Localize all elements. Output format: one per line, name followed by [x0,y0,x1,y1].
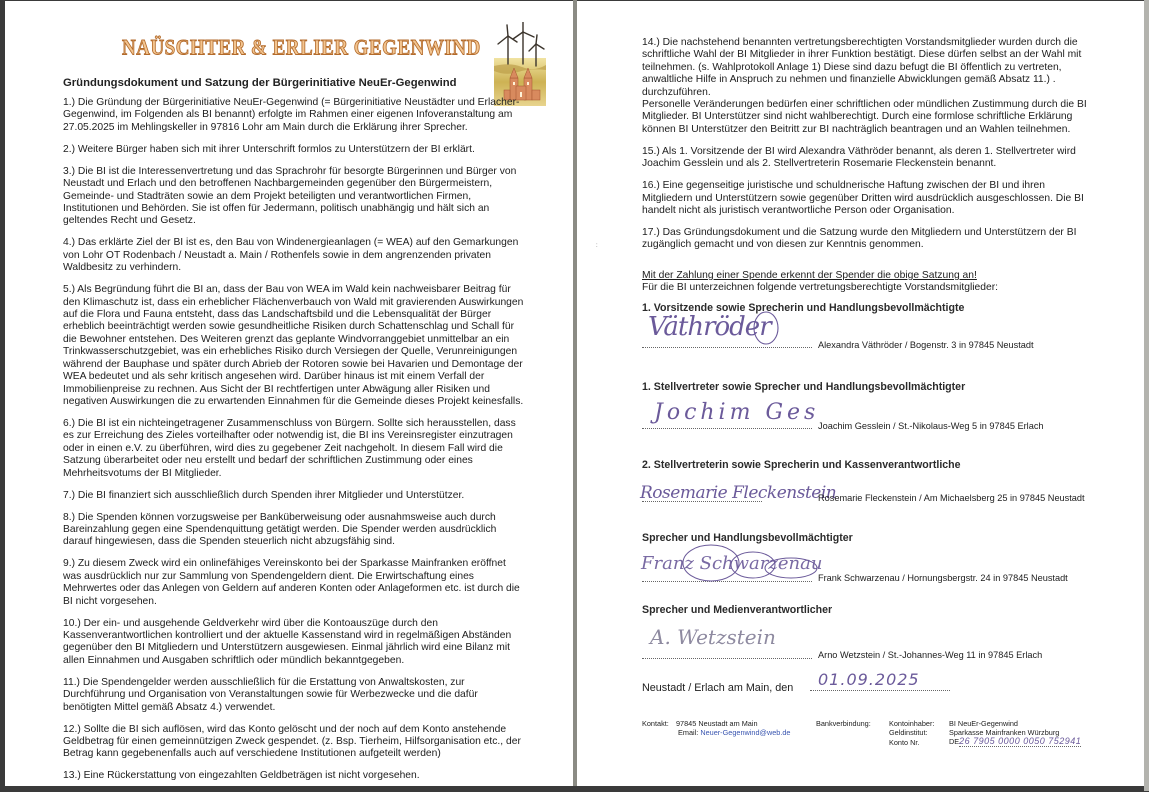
holder-value: BI NeuEr-Gegenwind [949,719,1018,728]
paragraph-line: geltendes Recht und Gesetz. [63,215,196,227]
holder-label: Kontoinhaber: [889,719,935,728]
paragraph-line: Mehrheitsvotums der BI Mitglieder. [63,467,222,479]
paragraph-line: 16.) Eine gegenseitige juristische und schuldnerische Haftung zwischen der BI und ihren [642,180,1045,192]
signer-name: Arno Wetzstein / St.-Johannes-Weg 11 in 97845 Erlach [818,650,1043,660]
email-label: Email: [678,728,699,737]
paragraph-line: Durchführung und Organisation von Veranstaltungen sowie für Werbezwecke und die dafür [63,689,478,701]
paragraph-line: 1.) Die Gründung der Bürgerinitiative NeuEr-Gegenwind (= Bürgerinitiative Neustädter und Erlacher- [63,97,520,108]
paragraph [63,724,558,761]
signature-line [642,427,812,429]
paragraph [642,146,1102,171]
paragraph-line: oder in einen e.V. zu überführen, wird dies zu gegebener Zeit nachgeholt. In diesem Fall wird die [63,442,503,454]
page-edge [1144,0,1149,791]
paragraph-line: 13.) Eine Rückerstattung von eingezahlten Geldbeträgen ist nicht vorgesehen. [63,770,420,782]
paragraph [63,677,558,714]
date-value: 01.09.2025 [818,670,920,689]
account-row [949,737,1081,746]
institute-value: Sparkasse Mainfranken Würzburg [949,728,1060,737]
paragraph-line: erheblich beeinträchtigt werden sowie gesundheitliche Risiken durch Schattenschlag und Schall für [63,321,515,333]
paragraph-line: 6.) Die BI ist ein nichteingetragener Zusammenschluss von Bürgern. Sollte sich herausstellen, dass [63,417,516,429]
institute-label: Geldinstitut: [889,728,928,737]
right-paragraphs [642,37,1102,261]
paragraph-line: schriftliche Wahl der BI Mitglieder in ihrer Funktion bestätigt. Diese dürfen selbst an der Wahl mit [642,49,1082,61]
paragraph-line: Gegenwind, im Folgenden als BI benannt) erfolgte im Rahmen einer eigenen Infoveranstaltung am [63,109,513,121]
signature-line [642,346,812,348]
paragraph-line: 17.) Das Gründungsdokument und die Satzung wurde den Mitgliedern und Unterstützern der BI [642,227,1077,239]
signature-text: Franz Schwarzenau [641,553,823,574]
paragraph-line: die Bewohner entstehen. Des Weiteren grenzt das geplante Windvorranggebiet unmittelbar an ein [63,333,510,345]
signatures-intro: Für die BI unterzeichnen folgende vertretungsberechtigte Vorstandsmitglieder: [642,282,999,293]
paragraph [63,618,558,668]
paragraph-line: Joachim Gesslein und als 2. Stellvertreterin Rosemarie Fleckenstein benannt. [642,158,997,170]
paragraph-line: durchzuführen. [642,86,711,98]
paragraph-line: Mitgliedern und Unterstützern sowie gegenüber Dritten wird ausdrücklich ausgeschlossen. Die BI [642,192,1084,204]
paragraph-line: teilnehmen. (s. Wahlprotokoll Anlage 1) Diese sind dazu befugt die BI öffentlich zu vertreten, [642,61,1062,73]
signer-name: Joachim Gesslein / St.-Nikolaus-Weg 5 in 97845 Erlach [818,421,1044,431]
paragraph [63,97,558,134]
paragraph-line: Immobilienpreise zu rechnen. Aus Sicht der BI rechtfertigen unter Abwägung aller Risiken und [63,383,490,395]
paragraph-line: von Lohr OT Rodenbach / Neustadt a. Main / Rothenfels sowie in dem angrenzenden privaten [63,249,491,261]
paragraph-line: was ausdrücklich nur zur Sammlung von Spendengeldern dient. Die Erwirtschaftung eines [63,570,474,582]
signature-line [642,657,812,659]
paragraph-line: gegenüber den BI Mitgliedern und Unterstützern ausgewiesen. Einmal jährlich wird eine Bilanz mit [63,642,511,654]
paragraph-line: Gemeinde- und Stadträten sowie an dem Projekt beteiligten und verantwortlichen Firmen, [63,190,472,202]
paragraph-line: 14.) Die nachstehend benannten vertretungsberechtigten Vorstandsmitglieder wurden durch die [642,37,1078,48]
notice-text: Mit der Zahlung einer Spende erkennt der Spender die obige Satzung an! [642,270,977,281]
paragraph-line: können BI Unterstützer den Beitritt zur BI nachträglich beantragen und an Wahlen teilnehmen. [642,123,1071,135]
paragraph-line: benötigten Mittel gemäß Absatz 4.) verwendet. [63,701,276,713]
role-heading: 1. Vorsitzende sowie Sprecherin und Handlungsbevollmächtigte [642,302,965,314]
paragraph-line: Personelle Veränderungen bedürfen einer schriftlichen oder mündlichen Zustimmung durch die BI [642,99,1087,111]
paragraph-line: darauf hingewiesen, dass die Spenden steuerlich nicht abzugsfähig sind. [63,536,396,548]
paragraph [63,418,558,480]
paragraph-line: 10.) Der ein- und ausgehende Geldverkehr wird über die Kontoauszüge durch den [63,617,438,629]
paragraph [642,227,1102,252]
account-prefix: DE [949,737,960,746]
paragraph-line: 7.) Die BI finanziert sich ausschließlich durch Spenden ihrer Mitglieder und Unterstützer. [63,489,465,501]
signer-name: Alexandra Väthröder / Bogenstr. 3 in 97845 Neustadt [818,340,1034,350]
role-heading: Sprecher und Handlungsbevollmächtigter [642,532,853,544]
paragraph-line: 9.) Zu diesem Zweck wird ein onlinefähiges Vereinskonto bei der Sparkasse Mainfranken eröffnet [63,558,506,570]
paragraph-line: 2.) Weitere Bürger haben sich mit ihrer Unterschrift formlos zu Unterstützern der BI erklärt. [63,143,475,155]
paragraph-line: Geldbetrag für einen gemeinnützigen Zweck gespendet. (z. Bsp. Tierheim, Hilfsorganisation etc., der [63,736,521,747]
paragraph-line: Institutionen und Behörden. Sie ist offen für Jedermann, politisch unabhängig und hält sich an [63,203,490,215]
signer-name: Rosemarie Fleckenstein / Am Michaelsberg 25 in 97845 Neustadt [818,493,1085,503]
paragraph-line: Bareinzahlung gegen eine Spendenquittung getätigt werden. Die Spender werden ausdrücklich [63,523,497,535]
paragraph-line: handelt nicht als juristisch verantwortliche Person oder Organisation. [642,205,955,217]
footer-bank-label: Bankverbindung: [816,719,871,728]
underlined-notice [642,270,977,282]
footer-contact-label: Kontakt: [642,719,669,728]
signature-image [648,312,771,342]
signature-text: Jochim Ges [654,400,820,425]
paragraph [63,237,558,274]
left-paragraphs [63,97,558,792]
account-number: 26 7905 0000 0050 752941 [959,736,1082,746]
paragraph [63,490,558,502]
paragraph [642,180,1102,217]
document-title: Gründungsdokument und Satzung der Bürgerinitiative NeuEr-Gegenwind [63,77,457,89]
signature-image [641,553,822,574]
signature-image [650,625,776,649]
paragraph [63,558,558,608]
paragraph-line: auf die Flora und Fauna entsteht, dass das Landschaftsbild und die Lebensqualität der Bürger [63,309,492,321]
paragraph-line: Betrag kann gegebenenfalls auch auf verschiedene Institutionen aufgeteilt werden) [63,748,441,760]
paragraph [63,144,558,156]
paragraph-line: BI nicht vorgesehen. [63,595,157,607]
windmill-church-logo-icon [490,22,550,108]
signature-text: A. Wetzstein [650,625,776,649]
paragraph [642,37,1102,136]
paragraph-line: es zur Erreichung des Zieles vorteilhafter oder notwendig ist, die BI ins Vereinsregister einzutragen [63,430,513,442]
paragraph-line: 15.) Als 1. Vorsitzende der BI wird Alexandra Väthröder benannt, als deren 1. Stellvertreter wird [642,145,1076,157]
paragraph [63,770,558,782]
paragraph-line: Mitglieder. BI Unterstützer sind nicht wahlberechtigt. Durch eine formlose schriftliche Erklärung [642,111,1073,123]
paragraph-line: 11.) Die Spendengelder werden ausschließlich für die Erstattung von Anwaltskosten, zur [63,676,465,688]
paragraph-line: 3.) Die BI ist die Interessenvertretung und das Sprachrohr für besorgte Bürgerinnen und Bürger von [63,165,517,177]
role-heading: Sprecher und Medienverantwortlicher [642,604,833,616]
date-field [810,672,950,691]
contact-email-row [676,728,790,737]
paragraph-line: 8.) Die Spenden können vorzugsweise per Banküberweisung oder ausnahmsweise auch durch [63,511,496,523]
paragraph-line: Waldbesitz zu verhindern. [63,262,182,274]
paragraph-line: 4.) Das erklärte Ziel der BI ist es, den Bau von Windenergieanlagen (= WEA) auf den Gemarkungen [63,237,519,249]
footer-bank-labels [889,719,934,747]
signature-image [654,400,819,425]
role-heading: 1. Stellvertreter sowie Sprecher und Handlungsbevollmächtigter [642,381,966,393]
paragraph-line: zugänglich gemacht und von diesen zur Kenntnis genommen. [642,239,924,251]
paragraph-line: Neustadt und Erlach und den betroffenen Nachbargemeinden gegenüber den Bürgermeistern, [63,178,493,190]
paragraph [63,284,558,408]
paragraph-line: anwaltliche Hilfe in Anspruch zu nehmen und finanzielle Abwicklungen gemäß Absatz 11.) . [642,74,1056,86]
place-date-label: Neustadt / Erlach am Main, den [642,682,794,694]
scan-mark: : [596,243,598,249]
brand-heading: NAÜSCHTER & ERLIER GEGENWIND [122,36,481,61]
account-label: Konto Nr. [889,738,920,747]
paragraph [63,166,558,228]
paragraph-line: allen Einnahmen und Ausgaben schriftlich oder mündlich bekanntgegeben. [63,654,405,666]
signature-text: Väthröder [648,312,771,342]
paragraph-line: Trinkwasserschutzgebiet, was ein erhebliches Risiko durch Versiegen der Quelle, Verunreinigungen [63,346,518,358]
role-heading: 2. Stellvertreterin sowie Sprecherin und Kassenverantwortliche [642,459,961,471]
footer-contact [676,719,790,737]
signature-image [640,483,836,503]
paragraph-line: 27.05.2025 im Mehlingskeller in 97816 Lohr am Main durch die Erklärung ihrer Sprecher. [63,121,468,133]
paragraph-line: den Klimaschutz ist, dass ein erheblicher Flächenverbauch von Wald mit gravierenden Auswirkungen [63,296,524,308]
footer-bank-values [949,719,1081,746]
paragraph-line: 12.) Sollte die BI sich auflösen, wird das Konto gelöscht und der noch auf dem Konto anstehende [63,723,507,735]
contact-address: 97845 Neustadt am Main [676,719,758,728]
paragraph-line: WEA bedeutet und als sehr kritisch angesehen wird. Darüber hinaus ist mit einem Verfall der [63,371,485,383]
paragraph-line: 5.) Als Begründung führt die BI an, dass der Bau von WEA im Wald kein nachweisbarer Beitrag für [63,284,511,296]
paragraph-line: negativen Auswirkungen die zu erwartenden Einnahmen für die Gemeinde dieses Projekt keinesfalls. [63,395,524,407]
paragraph [63,512,558,549]
signature-text: Rosemarie Fleckenstein [640,483,837,503]
signer-name: Frank Schwarzenau / Hornungsbergstr. 24 in 97845 Neustadt [818,573,1068,583]
paragraph-line: Kassenverantwortlichen kontrolliert und der aktuelle Kassenstand wird in regelmäßigen Abständen [63,629,512,641]
paragraph-line: während der Bauphase und später durch Abrieb der Rotoren sowie bei Havarien und Demontage der [63,358,523,370]
email-link[interactable]: Neuer-Gegenwind@web.de [700,728,791,737]
paragraph-line: Mehrwertes oder das Anlegen von Geldern auf anderen Konten oder Anlageformen etc. ist durch die [63,583,520,595]
paragraph-line: Satzung überarbeitet oder neu erstellt und bedarf der schriftlichen Zustimmung oder eines [63,455,473,467]
